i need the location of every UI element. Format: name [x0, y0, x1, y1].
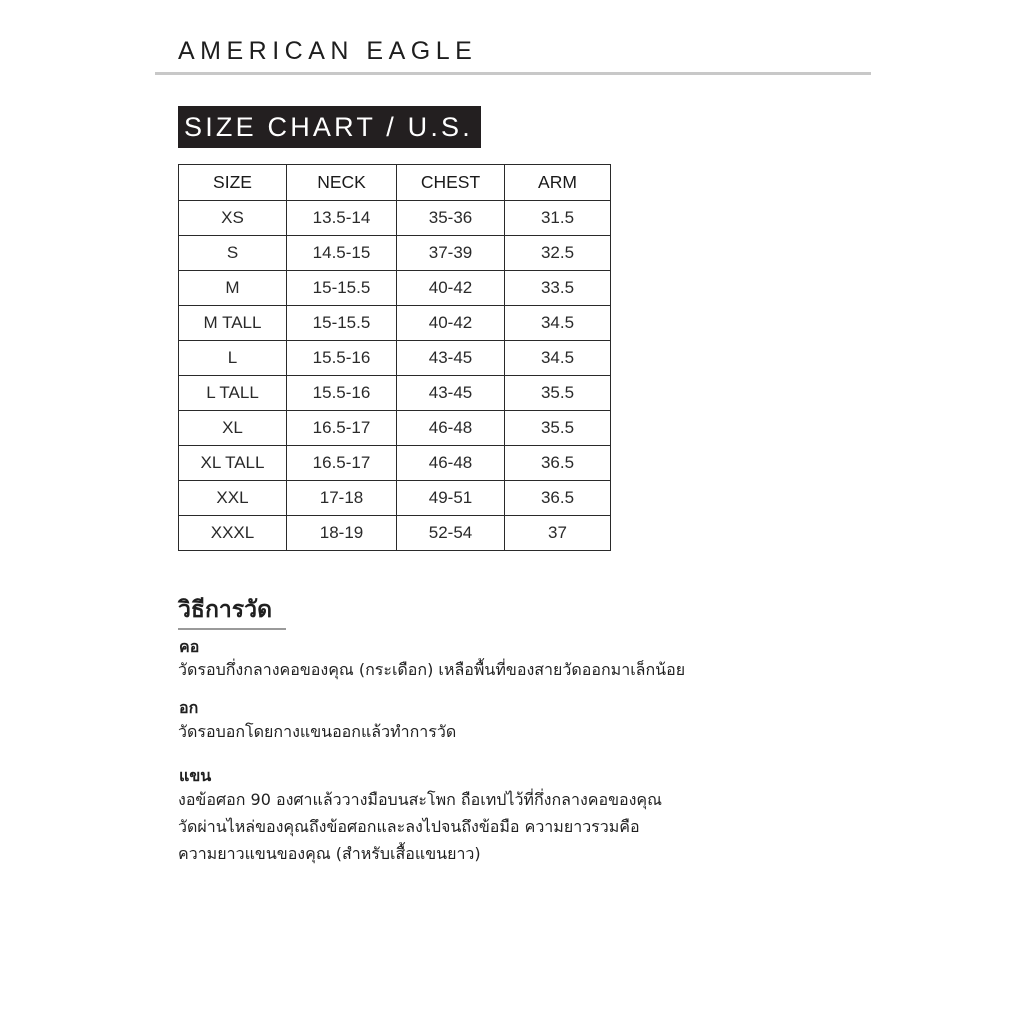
arm-instruction-line: งอข้อศอก 90 องศาแล้ววางมือบนสะโพก ถือเทปไว้ที่กึ่งกลางคอของคุณ — [178, 790, 662, 809]
table-row — [179, 201, 611, 236]
table-row — [179, 446, 611, 481]
table-row — [179, 271, 611, 306]
neck-cell: 15.5-16 — [287, 376, 397, 411]
size-cell: XL — [179, 411, 287, 446]
arm-cell: 34.5 — [505, 341, 611, 376]
brand-logo: AMERICAN EAGLE — [178, 37, 478, 65]
size-chart-table — [178, 164, 611, 551]
chest-cell: 49-51 — [397, 481, 505, 516]
neck-cell: 15.5-16 — [287, 341, 397, 376]
arm-cell: 31.5 — [505, 201, 611, 236]
size-cell: S — [179, 236, 287, 271]
header-divider — [155, 72, 871, 75]
chest-cell: 43-45 — [397, 376, 505, 411]
table-row — [179, 376, 611, 411]
neck-section-heading: คอ — [179, 637, 200, 656]
chest-cell: 43-45 — [397, 341, 505, 376]
size-cell: L TALL — [179, 376, 287, 411]
arm-cell: 33.5 — [505, 271, 611, 306]
chest-cell: 35-36 — [397, 201, 505, 236]
table-row — [179, 411, 611, 446]
arm-cell: 35.5 — [505, 411, 611, 446]
table-row — [179, 306, 611, 341]
arm-cell: 37 — [505, 516, 611, 551]
chest-cell: 40-42 — [397, 306, 505, 341]
column-header-arm: ARM — [505, 165, 611, 201]
chest-cell: 37-39 — [397, 236, 505, 271]
neck-cell: 13.5-14 — [287, 201, 397, 236]
arm-cell: 36.5 — [505, 446, 611, 481]
chest-section-heading: อก — [179, 698, 199, 717]
neck-cell: 18-19 — [287, 516, 397, 551]
neck-cell: 16.5-17 — [287, 411, 397, 446]
size-cell: L — [179, 341, 287, 376]
neck-cell: 16.5-17 — [287, 446, 397, 481]
chest-instruction: วัดรอบอกโดยกางแขนออกแล้วทำการวัด — [178, 722, 457, 741]
size-cell: XXL — [179, 481, 287, 516]
how-to-measure-underline — [178, 628, 286, 630]
arm-cell: 35.5 — [505, 376, 611, 411]
arm-cell: 36.5 — [505, 481, 611, 516]
chest-cell: 52-54 — [397, 516, 505, 551]
table-row — [179, 341, 611, 376]
table-header-row — [179, 165, 611, 201]
size-cell: XL TALL — [179, 446, 287, 481]
neck-instruction: วัดรอบกึ่งกลางคอของคุณ (กระเดือก) เหลือพื้นที่ของสายวัดออกมาเล็กน้อย — [178, 660, 686, 679]
chest-cell: 46-48 — [397, 411, 505, 446]
size-cell: M TALL — [179, 306, 287, 341]
arm-section-heading: แขน — [179, 766, 212, 785]
neck-cell: 15-15.5 — [287, 306, 397, 341]
column-header-chest: CHEST — [397, 165, 505, 201]
chest-cell: 40-42 — [397, 271, 505, 306]
column-header-neck: NECK — [287, 165, 397, 201]
arm-cell: 34.5 — [505, 306, 611, 341]
size-cell: M — [179, 271, 287, 306]
neck-cell: 17-18 — [287, 481, 397, 516]
chest-cell: 46-48 — [397, 446, 505, 481]
column-header-size: SIZE — [179, 165, 287, 201]
neck-cell: 15-15.5 — [287, 271, 397, 306]
neck-cell: 14.5-15 — [287, 236, 397, 271]
size-chart-title: SIZE CHART / U.S. — [184, 112, 473, 142]
table-row — [179, 516, 611, 551]
how-to-measure-heading: วิธีการวัด — [178, 597, 272, 623]
size-cell: XXXL — [179, 516, 287, 551]
table-row — [179, 481, 611, 516]
size-cell: XS — [179, 201, 287, 236]
arm-instruction-line: วัดผ่านไหล่ของคุณถึงข้อศอกและลงไปจนถึงข้อมือ ความยาวรวมคือ — [178, 817, 640, 836]
arm-cell: 32.5 — [505, 236, 611, 271]
arm-instruction-line: ความยาวแขนของคุณ (สำหรับเสื้อแขนยาว) — [178, 844, 481, 863]
table-row — [179, 236, 611, 271]
